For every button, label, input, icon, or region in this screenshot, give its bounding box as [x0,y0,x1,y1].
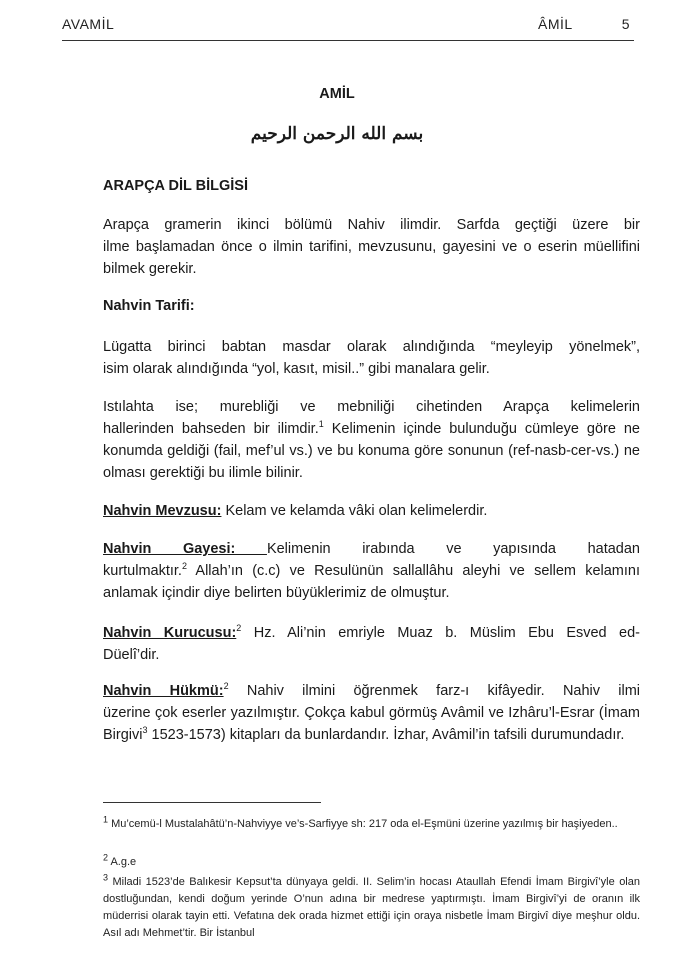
intro-rest: ilme başlamadan önce o ilmin tarifini, mevzusunu, gayesini ve o eserin müellifini bilmek gerekir. [103,239,640,277]
footnote-2-text: A.g.e [108,856,137,868]
intro-paragraph [103,214,640,280]
footnote-ref-2c: 2 [223,681,229,692]
running-header [62,16,634,38]
footnote-1 [103,816,640,833]
kurucu-rest: Düelî’dir. [103,647,160,663]
footnote-2-number: 2 [103,852,109,863]
kurucu-paragraph [103,622,640,666]
kurucu-line-1-text: Hz. Ali’nin emriyle Muaz b. Müslim Ebu Esved ed- [241,625,640,641]
mevzu-label: Nahvin Mevzusu: [103,503,222,519]
gaye-paragraph [103,538,640,604]
section-title: ARAPÇA DİL BİLGİSİ [103,178,249,194]
tarif-p2-line-1: Istılahta ise; murebliği ve mebniliği cihetinden Arapça kelimelerin [103,399,640,415]
footnote-3-number: 3 [103,872,109,883]
footnote-rule [103,802,321,803]
footnote-ref-2b: 2 [236,623,242,634]
footnote-ref-2: 2 [181,561,187,572]
footnote-1-number: 1 [103,814,109,825]
hukum-part-2: 1523-1573) kitapları da bunlardandır. İzhar, Avâmil’in tafsili durumundadır. [147,727,625,743]
footnote-2 [103,854,640,871]
page-title: AMİL [319,86,355,102]
hukum-part-1: üzerine çok eserler yazılmıştır. Çokça kabul görmüş Avâmil ve Izhâru’l-Esrar (İmam Birgivi [103,705,640,743]
footnote-1-text: Mu’cemü-l Mustalahâtü’n-Nahviyye ve’s-Sarfiyye sh: 217 oda el-Eşmüni üzerine yazılmış bir haşiyeden.. [108,818,618,830]
footnote-3-text: Miladi 1523’de Balıkesir Kepsut’ta dünyaya geldi. II. Selim’in hocası Ataullah Efendi İmam Birgivî’yle olan dostluğundan, kendi doğum yerinde O’nun adına bir medrese yaptırmıştı. İmam Birgivî’yi de oranın ilk müderrisi olarak tayin etti. Vefatına dek orada hizmet ettiği için oraya nisbetle İmam Birgivî diye meşhur oldu. Asıl adı Mehmet’tir. Bir İstanbul [103,876,640,939]
intro-line-1: Arapça gramerin ikinci bölümü Nahiv ilimdir. Sarfda geçtiği üzere bir [103,217,640,233]
tarif-paragraph-2 [103,396,640,484]
tarif-p1-rest: isim olarak alındığında “yol, kasıt, misil..” gibi manalara gelir. [103,361,490,377]
tarif-p2-part-1: hallerinden bahseden bir ilimdir. [103,421,319,437]
header-chapter-title: ÂMİL [538,16,573,32]
header-book-title: AVAMİL [62,16,115,32]
mevzu-text: Kelam ve kelamda vâki olan kelimelerdir. [221,503,488,519]
gaye-label: Nahvin Gayesi: [103,541,267,557]
hukum-line-1-text: Nahiv ilmini öğrenmek farz-ı kifâyedir. Nahiv ilmi [228,683,641,699]
footnote-ref-3: 3 [142,725,148,736]
hukum-label: Nahvin Hükmü: [103,683,224,699]
besmele: بسم الله الرحمن الرحيم [250,124,424,144]
footnote-3 [103,874,640,942]
heading-tarif: Nahvin Tarifi: [103,298,195,314]
tarif-p2-part-2: Kelimenin içinde bulunduğu cümleye göre ne konumda geldiği (fail, mef’ul vs.) ve bu konuma göre sonunun (ref-nasb-cer-vs.) ne olması gerektiği bu ilimle bilinir. [103,421,640,481]
mevzu-paragraph [103,500,640,522]
tarif-p1-line-1: Lügatta birinci babtan masdar olarak alındığında “meyleyip yönelmek”, [103,339,640,355]
footnote-ref-1: 1 [318,419,324,430]
tarif-paragraph-1 [103,336,640,380]
page-number: 5 [621,16,630,32]
hukum-paragraph [103,680,640,746]
gaye-part-2: Allah’ın (c.c) ve Resulünün sallallâhu aleyhi ve sellem kelamını anlamak içindir diye belirten büyüklerimiz de olmuştur. [103,563,640,601]
kurucu-label: Nahvin Kurucusu: [103,625,237,641]
gaye-line-1-text: Kelimenin irabında ve yapısında hatadan [266,541,640,557]
header-rule [62,40,634,41]
gaye-part-1: kurtulmaktır. [103,563,182,579]
